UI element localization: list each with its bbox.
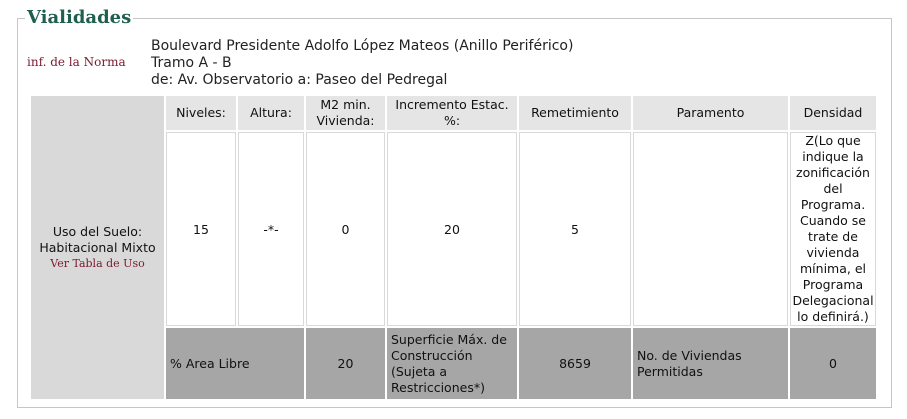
street-name: Boulevard Presidente Adolfo López Mateos (Anillo Periférico) — [151, 38, 574, 54]
area-libre-value: 20 — [306, 328, 385, 399]
header-incremento-estac: Incremento Estac. %: — [387, 96, 517, 130]
range-text: de: Av. Observatorio a: Paseo del Pedregal — [151, 72, 448, 88]
value-altura: -*- — [238, 132, 304, 326]
header-m2-vivienda: M2 min. Vivienda: — [306, 96, 385, 130]
num-viviendas-label: No. de Viviendas Permitidas — [633, 328, 788, 399]
value-paramento — [633, 132, 788, 326]
norma-link[interactable]: inf. de la Norma — [27, 55, 126, 69]
uso-suelo-value: Habitacional Mixto — [39, 239, 156, 255]
ver-tabla-uso-link[interactable]: Ver Tabla de Uso — [50, 256, 145, 270]
header-remetimiento: Remetimiento — [519, 96, 631, 130]
superficie-max-value: 8659 — [519, 328, 631, 399]
header-paramento: Paramento — [633, 96, 788, 130]
header-densidad: Densidad — [790, 96, 876, 130]
area-libre-label: % Area Libre — [166, 328, 304, 399]
norma-table — [29, 94, 878, 401]
num-viviendas-value: 0 — [790, 328, 876, 399]
value-incremento-estac: 20 — [387, 132, 517, 326]
uso-suelo-cell — [31, 96, 164, 399]
header-altura: Altura: — [238, 96, 304, 130]
value-densidad: Z(Lo que indique la zonificación del Programa. Cuando se trate de vivienda mínima, el Programa Delegacional lo definirá.) — [790, 132, 876, 326]
section-title: Vialidades — [27, 7, 132, 28]
value-m2-vivienda: 0 — [306, 132, 385, 326]
address-block — [151, 38, 573, 89]
header-niveles: Niveles: — [166, 96, 236, 130]
uso-suelo-label: Uso del Suelo: — [52, 223, 143, 239]
tramo-text: Tramo A - B — [151, 55, 232, 71]
value-remetimiento: 5 — [519, 132, 631, 326]
value-niveles: 15 — [166, 132, 236, 326]
superficie-max-label: Superficie Máx. de Construcción (Sujeta a Restricciones*) — [387, 328, 517, 399]
